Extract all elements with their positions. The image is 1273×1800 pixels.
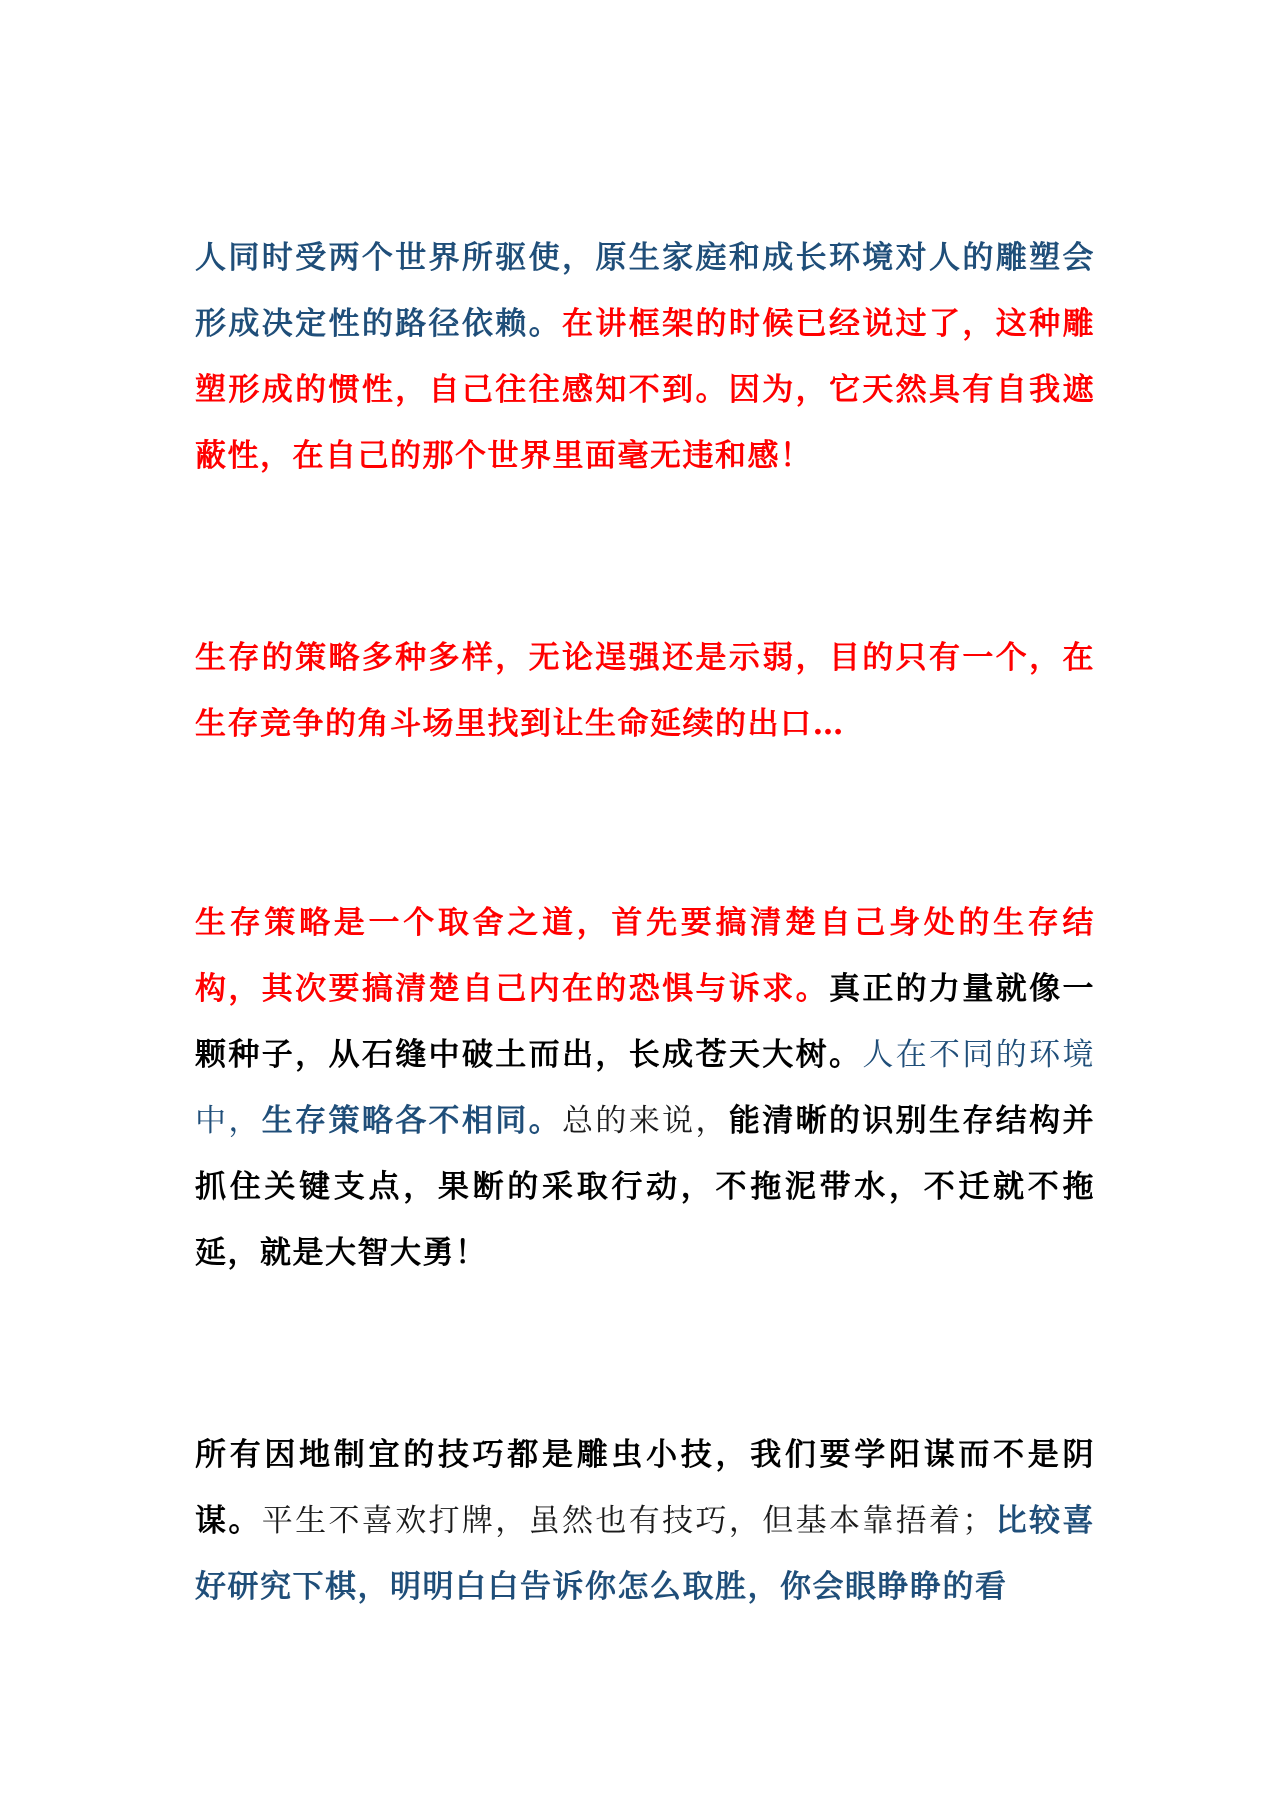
paragraph-3-segment-1: 生存策略是一个取舍之道，首先要搞清楚自己身处的生存结构，其次要搞清楚自己内在的恐惧与诉求。	[195, 905, 1095, 1007]
paragraph-4	[195, 1422, 1095, 1620]
paragraph-3-segment-5: 总的来说，	[562, 1103, 729, 1139]
paragraph-2-segment-1: 生存的策略多种多样，无论逞强还是示弱，目的只有一个，在生存竞争的角斗场里找到让生命延续的出口…	[195, 640, 1095, 742]
paragraph-3-segment-2: 真正的力量就像一颗种子，从石缝中破土而出，长成苍天大树。	[195, 971, 1096, 1073]
paragraph-4-segment-1: 所有因地制宜的技巧都是雕虫小技，我们要学阳谋而不是阴谋。	[195, 1437, 1095, 1539]
paragraph-3-segment-6: 能清晰的识别生存结构并抓住关键支点，果断的采取行动，不拖泥带水，不迁就不拖延，就是大智大勇！	[195, 1103, 1096, 1271]
paragraph-3	[195, 890, 1095, 1286]
paragraph-1-segment-2: 在讲框架的时候已经说过了，这种雕塑形成的惯性，自己往往感知不到。因为，它天然具有自我遮蔽性，在自己的那个世界里面毫无违和感！	[195, 306, 1096, 474]
paragraph-2	[195, 625, 1095, 757]
paragraph-4-segment-3: 比较喜好研究下棋，明明白白告诉你怎么取胜，你会眼睁睁的看	[195, 1503, 1096, 1605]
paragraph-3-segment-3: 人在不同的环境中，	[195, 1037, 1096, 1139]
paragraph-3-segment-4: 生存策略各不相同。	[261, 1103, 563, 1139]
paragraph-1-segment-1: 人同时受两个世界所驱使，原生家庭和成长环境对人的雕塑会形成决定性的路径依赖。	[195, 240, 1095, 342]
paragraph-4-segment-2: 平生不喜欢打牌，虽然也有技巧，但基本靠捂着；	[261, 1503, 995, 1539]
paragraph-1	[195, 225, 1095, 489]
